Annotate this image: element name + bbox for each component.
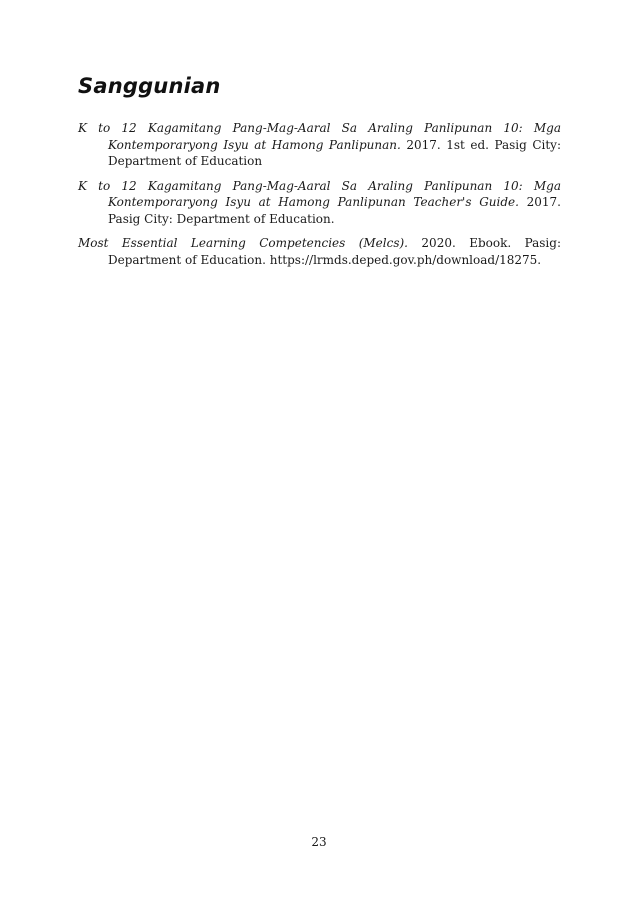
reference-details: 2017. 1st ed. Pasig City: Department of Education <box>108 137 561 168</box>
reference-item <box>78 120 561 170</box>
reference-title: Most Essential Learning Competencies (Melcs). <box>78 236 408 250</box>
reference-list <box>78 120 561 276</box>
section-heading: Sanggunian <box>78 74 221 98</box>
reference-details: 2017. Pasig City: Department of Education. <box>108 195 561 226</box>
reference-details: 2020. Ebook. Pasig: Department of Education. https://lrmds.deped.gov.ph/download/18275. <box>108 236 561 267</box>
page-number: 23 <box>311 835 327 849</box>
reference-item <box>78 235 561 268</box>
reference-title: K to 12 Kagamitang Pang-Mag-Aaral Sa Araling Panlipunan 10: Mga Kontemporaryong Isyu at Hamong Panlipunan. <box>78 121 561 152</box>
reference-item <box>78 178 561 228</box>
reference-title: K to 12 Kagamitang Pang-Mag-Aaral Sa Araling Panlipunan 10: Mga Kontemporaryong Isyu at Hamong Panlipunan Teacher's Guide. <box>78 178 561 209</box>
